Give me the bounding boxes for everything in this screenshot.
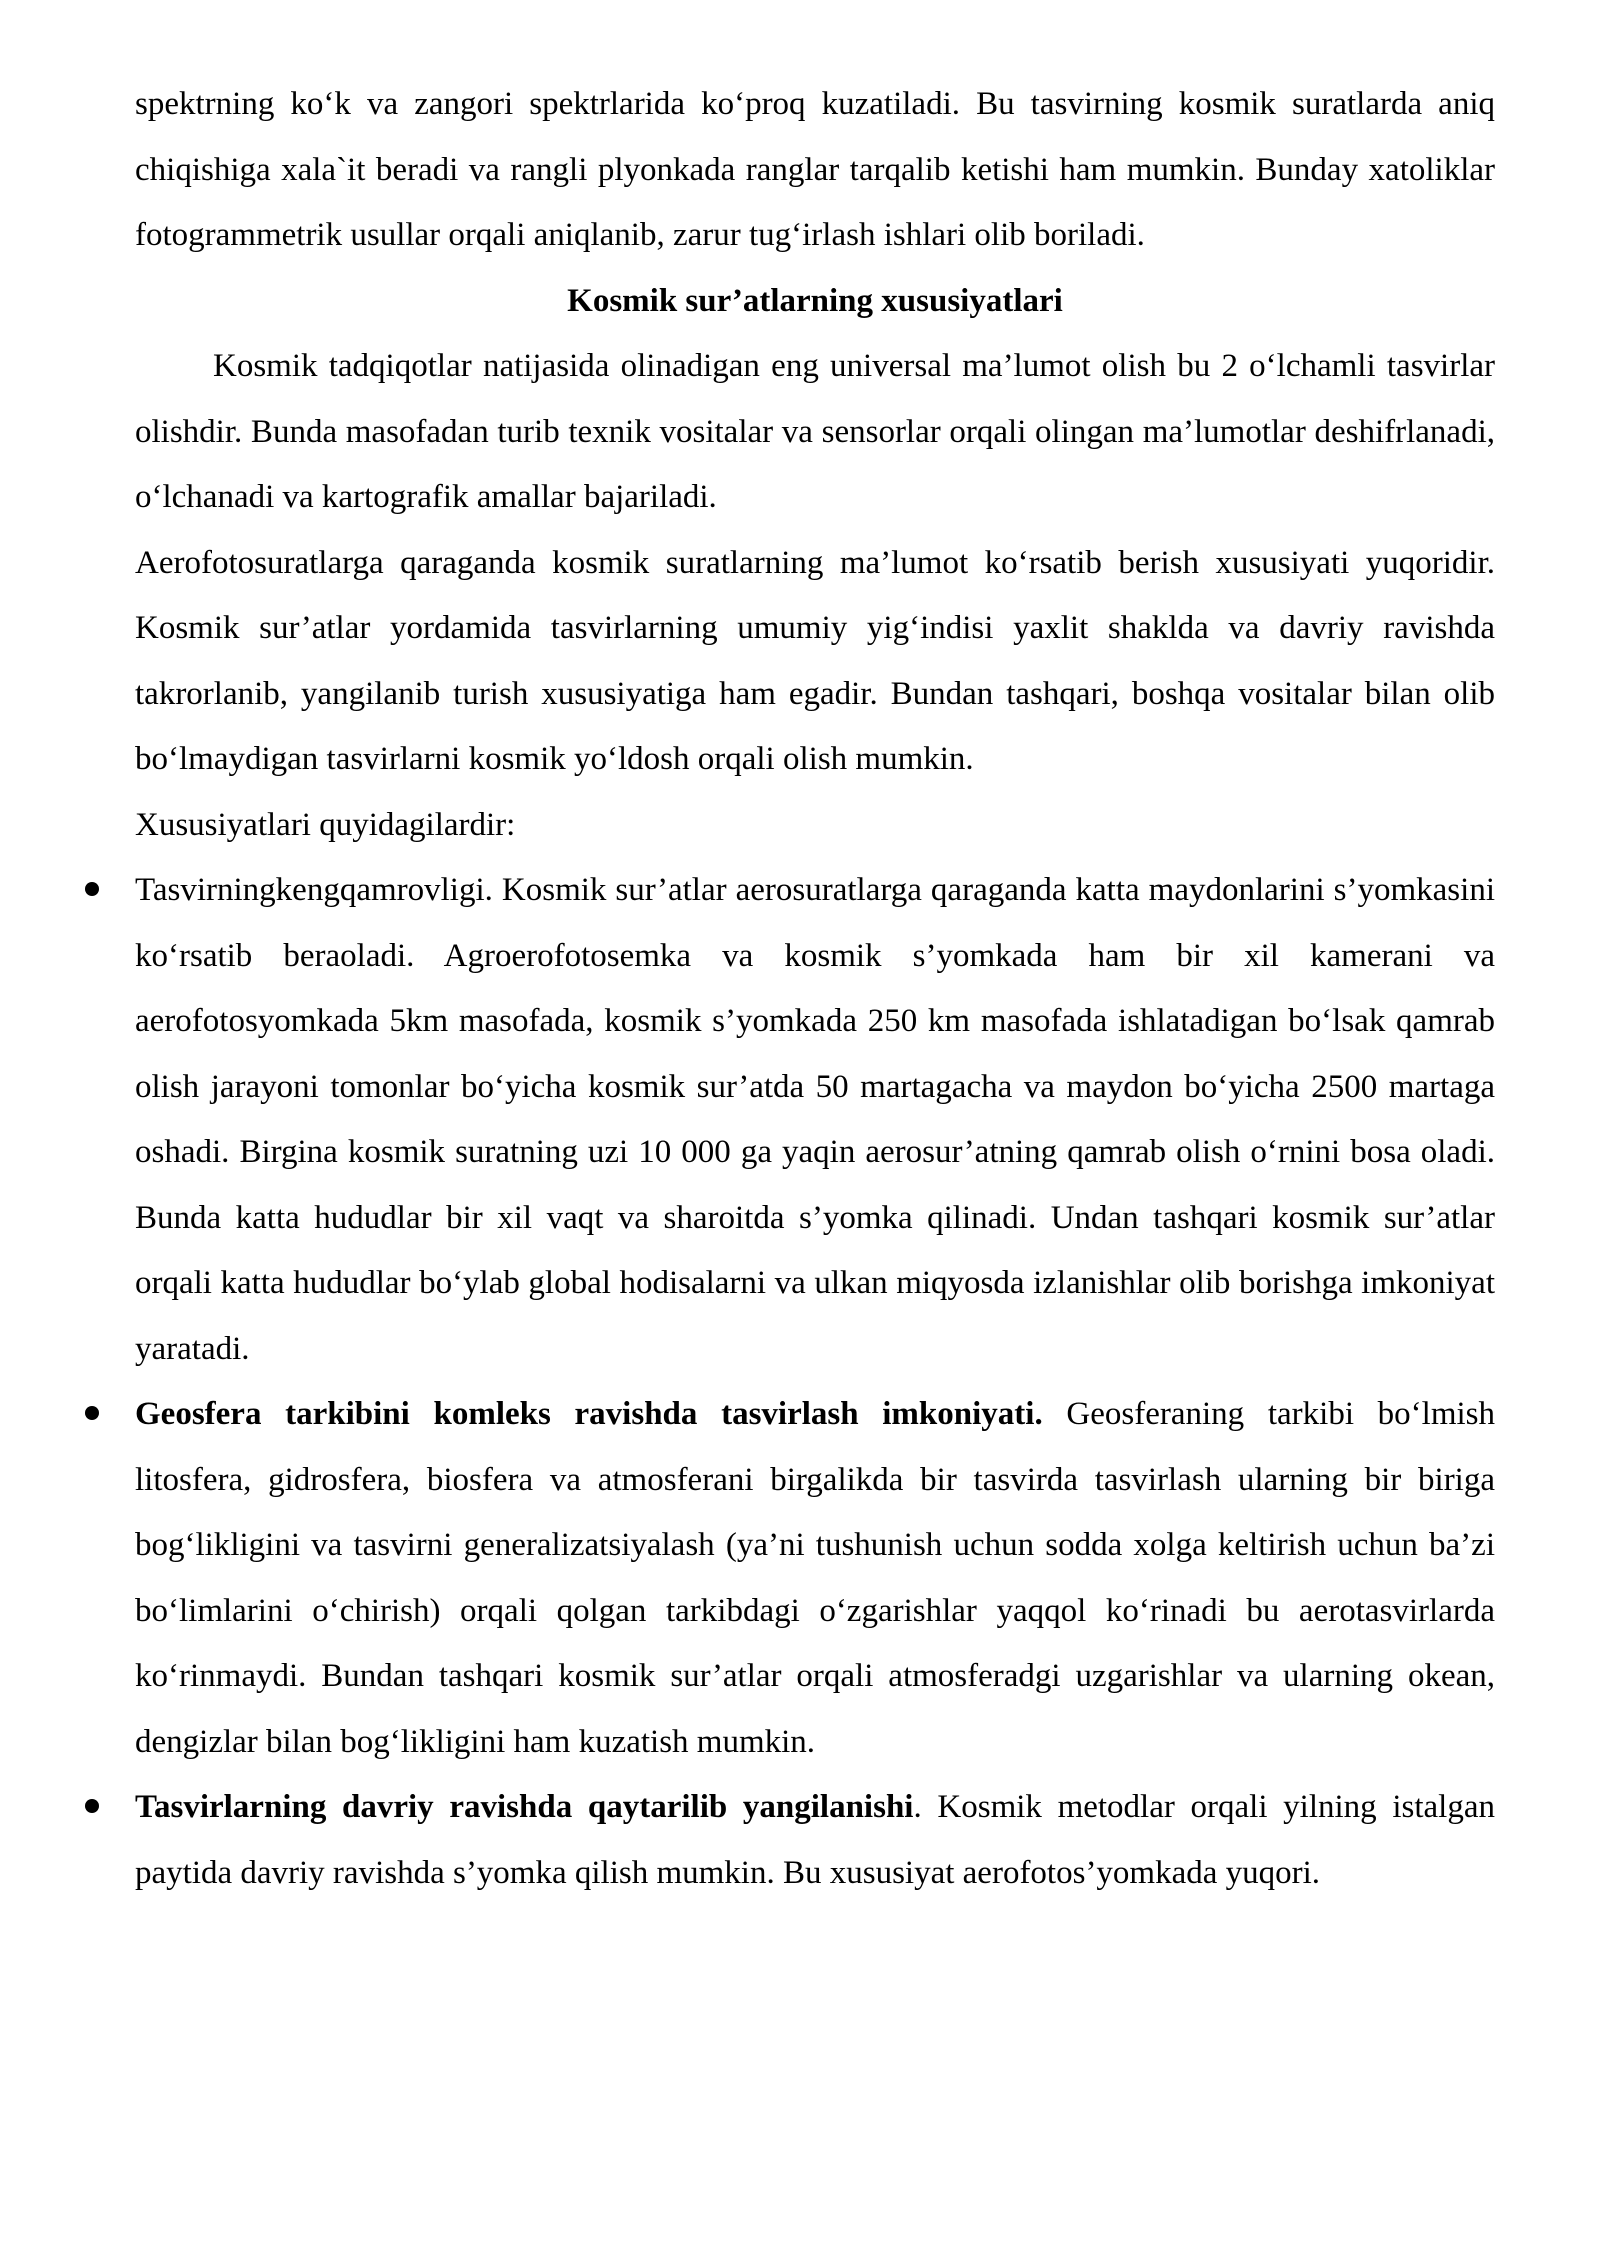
paragraph-universal-data: Kosmik tadqiqotlar natijasida olinadigan eng universal ma’lumot olish bu 2 o‘lchamli tasvirlar olishdir. Bunda masofadan turib texnik vositalar va sensorlar orqali olingan ma’lumotlar deshifrlanadi, o‘lchanadi va kartografik amallar bajariladi. bbox=[135, 348, 1495, 515]
list-item-text: Tasvirningkengqamrovligi. Kosmik sur’atlar aerosuratlarga qaraganda katta maydonlarini s’yomkasini ko‘rsatib beraoladi. Agroerofotosemka va kosmik s’yomkada ham bir xil kamerani va aerofotosyomkada 5km masofada, kosmik s’yomkada 250 km masofada ishlatadigan bo‘lsak qamrab olish jarayoni tomonlar bo‘yicha kosmik sur’atda 50 martagacha va maydon bo‘yicha 2500 martaga oshadi. Birgina kosmik suratning uzi 10 000 ga yaqin aerosur’atning qamrab olish o‘rnini bosa oladi. Bunda katta hududlar bir xil vaqt va sharoitda s’yomka qilinadi. Undan tashqari kosmik sur’atlar orqali katta hududlar bo‘ylab global hodisalarni va ulkan miqyosda izlanishlar olib borishga imkoniyat yaratadi. bbox=[135, 872, 1495, 1367]
list-item bbox=[135, 1775, 1495, 1906]
bullet-icon bbox=[85, 1406, 99, 1420]
paragraph-intro: spektrning ko‘k va zangori spektrlarida ko‘proq kuzatiladi. Bu tasvirning kosmik suratlarda aniq chiqishiga xala`it beradi va rangli plyonkada ranglar tarqalib ketishi ham mumkin. Bunday xatoliklar fotogrammetrik usullar orqali aniqlanib, zarur tug‘irlash ishlari olib boriladi. bbox=[135, 86, 1495, 253]
list-item-text: Geosferaning tarkibi bo‘lmish litosfera, gidrosfera, biosfera va atmosferani birgalikda bir tasvirda tasvirlash ularning bir biriga bog‘likligini va tasvirni generalizatsiyalash (ya’ni tushunish uchun sodda xolga keltirish uchun ba’zi bo‘limlarini o‘chirish) orqali qolgan tarkibdagi o‘zgarishlar yaqqol ko‘rinadi bu aerotasvirlarda ko‘rinmaydi. Bundan tashqari kosmik sur’atlar orqali atmosferadgi uzgarishlar va ularning okean, dengizlar bilan bog‘likligini ham kuzatish mumkin. bbox=[135, 1396, 1495, 1760]
list-item-text: . Kosmik metodlar orqali yilning istalgan paytida davriy ravishda s’yomka qilish mumkin. Bu xususiyat aerofotos’yomkada yuqori. bbox=[135, 1789, 1495, 1891]
list-item bbox=[135, 1382, 1495, 1775]
features-list bbox=[135, 858, 1495, 1906]
paragraph-advantages: Aerofotosuratlarga qaraganda kosmik suratlarning ma’lumot ko‘rsatib berish xususiyati yuqoridir. Kosmik sur’atlar yordamida tasvirlarning umumiy yig‘indisi yaxlit shaklda va davriy ravishda takrorlanib, yangilanib turish xususiyatiga ham egadir. Bundan tashqari, boshqa vositalar bilan olib bo‘lmaydigan tasvirlarni kosmik yo‘ldosh orqali olish mumkin. bbox=[135, 544, 1495, 777]
bullet-icon bbox=[85, 882, 99, 896]
list-item-bold-lead: Tasvirlarning davriy ravishda qaytarilib yangilanishi bbox=[135, 1789, 914, 1825]
paragraph-features-lead: Xususiyatlari quyidagilardir: bbox=[135, 806, 516, 843]
list-item bbox=[135, 858, 1495, 1382]
document-body bbox=[135, 72, 1495, 1906]
section-heading: Kosmik sur’atlarning xususiyatlari bbox=[567, 282, 1063, 319]
bullet-icon bbox=[85, 1799, 99, 1813]
list-item-bold-lead: Geosfera tarkibini komleks ravishda tasvirlash imkoniyati. bbox=[135, 1396, 1043, 1432]
